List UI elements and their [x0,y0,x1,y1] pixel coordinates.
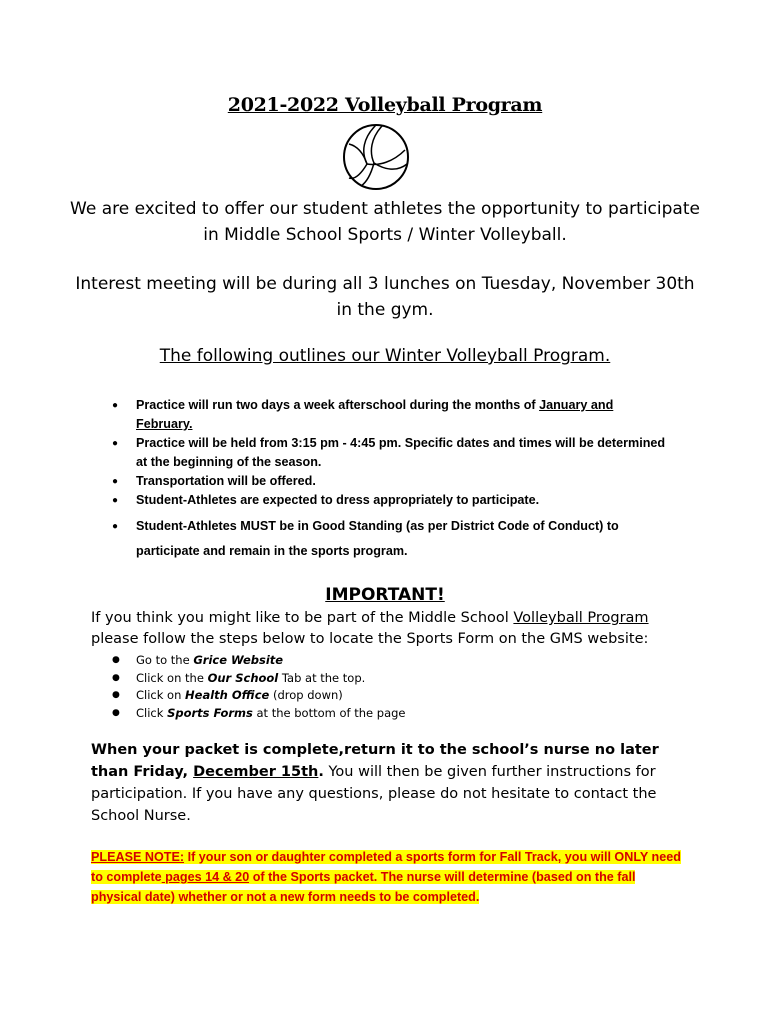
instructions-text: please follow the steps below to locate the Sports Form on the GMS website: [91,631,649,647]
months-text: January and February. [136,398,614,431]
list-item: ● Click on Health Office (drop down) [112,687,612,705]
deadline-text: When your packet is complete,return it to the school’s nurse no later than Friday, [91,742,659,780]
deadline-date: December 15th [193,764,319,780]
list-item: ● Student-Athletes are expected to dress appropriately to participate. [112,491,672,510]
step-target: Grice Website [193,653,284,667]
packet-paragraph: When your packet is complete,return it to the school’s nurse no later than Friday, December 15th. You will then be given further instructions for participation. If you have any questions, please do not hesitate to contact the School Nurse. [91,742,659,824]
list-item: ● Click on the Our School Tab at the top. [112,670,612,688]
note-label: PLEASE NOTE: [91,850,185,864]
intro-paragraph: We are excited to offer our student athletes the opportunity to participate in Middle School Sports / Winter Volleyball. [70,199,700,245]
list-item: ● Click Sports Forms at the bottom of the page [112,705,612,723]
list-item: ● Student-Athletes MUST be in Good Standing (as per District Code of Conduct) to participate and remain in the sports program. [112,514,672,564]
list-item [112,396,672,434]
volleyball-icon [341,122,411,192]
volleyball-program-text: Volleyball Program [513,610,649,626]
important-heading: IMPORTANT! [325,585,445,605]
note-text: of the Sports packet. The nurse will determine (based on the fall physical date) whether or not a new form needs to be completed. [91,870,636,904]
instructions-text: If you think you might like to be part of the Middle School [91,610,514,626]
meeting-paragraph: Interest meeting will be during all 3 lunches on Tuesday, November 30th in the gym. [75,274,695,320]
list-item: ● Practice will be held from 3:15 pm - 4:45 pm. Specific dates and times will be determined at the beginning of the season. [112,434,672,472]
step-target: Our School [207,670,279,685]
bullet-text: Practice will run two days a week afterschool during the months of [136,398,540,412]
packet-rest-text: You will then be given further instructions for participation. If you have any questions, please do not hesitate to contact the School Nurse. [91,764,657,824]
note-pages: pages 14 & 20 [161,870,250,884]
steps-list [112,652,612,722]
note-text: If your son or daughter completed a sports form for Fall Track, you will ONLY need to complete [91,850,681,884]
program-bullet-list [112,396,672,564]
page-title: 2021-2022 Volleyball Program [227,94,543,116]
list-item: ● Transportation will be offered. [112,472,672,491]
step-target: Sports Forms [167,705,253,720]
list-item: ● Go to the Grice Website [112,652,612,670]
outline-heading: The following outlines our Winter Volleyball Program. [159,346,611,366]
please-note-paragraph [91,847,681,907]
step-target: Health Office [185,688,270,702]
instructions-paragraph [91,608,691,650]
